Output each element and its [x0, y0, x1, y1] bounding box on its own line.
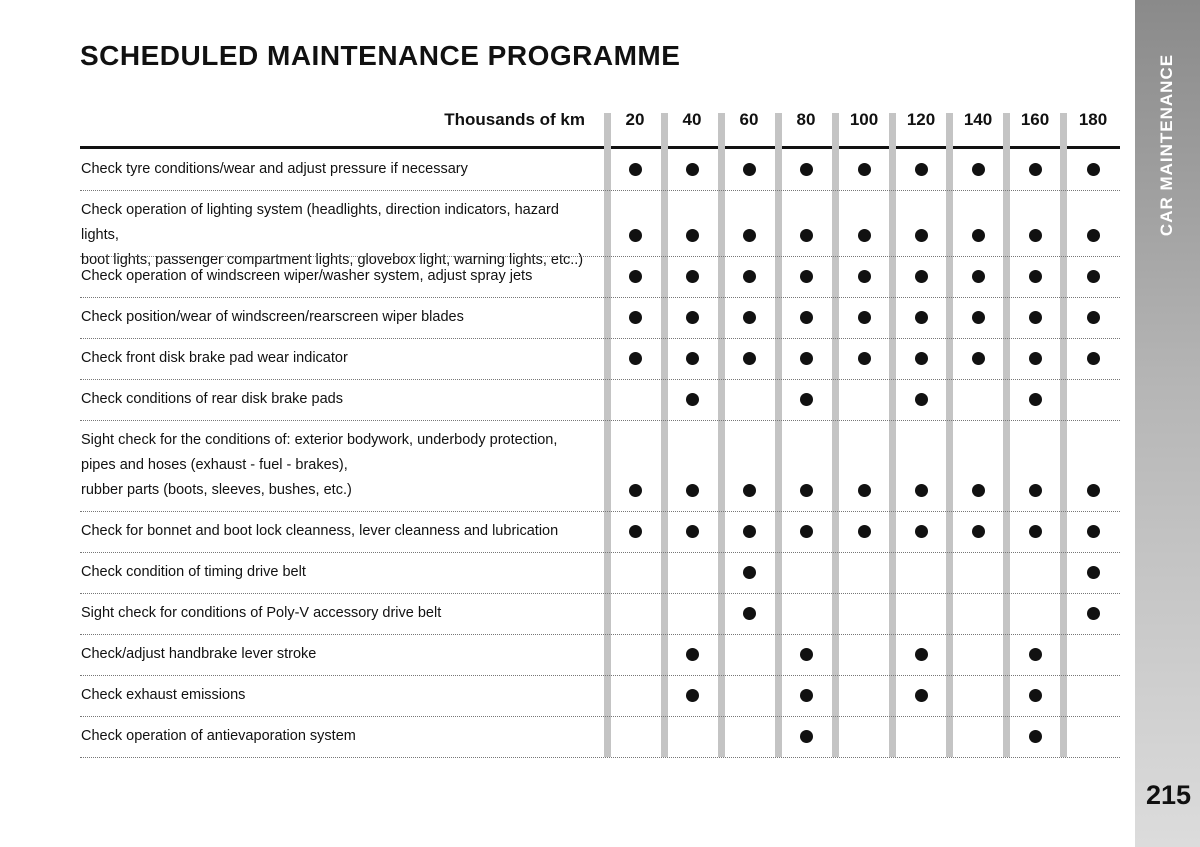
table-row-description — [81, 601, 596, 626]
row-text-line: rubber parts (boots, sleeves, bushes, etc.) — [81, 482, 352, 498]
table-row-description — [81, 428, 596, 503]
column-divider — [718, 113, 725, 757]
maintenance-mark-dot — [915, 163, 928, 176]
maintenance-mark-dot — [1029, 229, 1042, 242]
maintenance-mark-dot — [915, 689, 928, 702]
maintenance-mark-dot — [1029, 270, 1042, 283]
maintenance-mark-dot — [1029, 311, 1042, 324]
maintenance-mark-dot — [972, 311, 985, 324]
maintenance-mark-dot — [686, 352, 699, 365]
maintenance-mark-dot — [686, 163, 699, 176]
maintenance-mark-dot — [1029, 689, 1042, 702]
maintenance-mark-dot — [858, 311, 871, 324]
column-divider — [832, 113, 839, 757]
row-separator — [80, 256, 1120, 257]
column-header-km: 60 — [739, 110, 759, 129]
maintenance-mark-dot — [629, 352, 642, 365]
row-text-line: Check exhaust emissions — [81, 687, 246, 703]
maintenance-mark-dot — [800, 352, 813, 365]
maintenance-mark-dot — [972, 270, 985, 283]
maintenance-mark-dot — [972, 163, 985, 176]
row-text-line: Check operation of lighting system (headlights, direction indicators, hazard lights, — [81, 202, 559, 243]
row-text-line: boot lights, passenger compartment lights, glovebox light, warning lights, etc..) — [81, 252, 584, 268]
maintenance-mark-dot — [743, 607, 756, 620]
row-separator — [80, 420, 1120, 421]
maintenance-mark-dot — [915, 311, 928, 324]
maintenance-mark-dot — [686, 525, 699, 538]
maintenance-mark-dot — [858, 270, 871, 283]
table-row-description — [81, 198, 596, 273]
column-header-km: 180 — [1078, 110, 1108, 129]
maintenance-mark-dot — [1029, 648, 1042, 661]
maintenance-mark-dot — [800, 163, 813, 176]
maintenance-mark-dot — [629, 525, 642, 538]
table-row-description — [81, 264, 596, 289]
maintenance-mark-dot — [1087, 311, 1100, 324]
maintenance-mark-dot — [743, 311, 756, 324]
column-header-label: Thousands of km — [444, 110, 585, 129]
row-text-line: Check/adjust handbrake lever stroke — [81, 646, 317, 662]
row-separator — [80, 757, 1120, 758]
column-header-km: 40 — [682, 110, 702, 129]
row-separator — [80, 552, 1120, 553]
maintenance-mark-dot — [743, 484, 756, 497]
table-row-description — [81, 387, 596, 412]
row-text-line: Check operation of antievaporation system — [81, 728, 356, 744]
maintenance-mark-dot — [800, 270, 813, 283]
maintenance-mark-dot — [743, 270, 756, 283]
header-rule — [80, 146, 1120, 149]
column-divider — [604, 113, 611, 757]
row-text-line: pipes and hoses (exhaust - fuel - brakes), — [81, 457, 348, 473]
column-divider — [889, 113, 896, 757]
maintenance-mark-dot — [800, 525, 813, 538]
page-title: SCHEDULED MAINTENANCE PROGRAMME — [80, 40, 681, 71]
column-divider — [1060, 113, 1067, 757]
row-separator — [80, 379, 1120, 380]
maintenance-mark-dot — [915, 352, 928, 365]
column-header-km: 160 — [1020, 110, 1050, 129]
column-divider — [661, 113, 668, 757]
column-header-km: 80 — [796, 110, 816, 129]
row-separator — [80, 190, 1120, 191]
maintenance-mark-dot — [1029, 730, 1042, 743]
maintenance-mark-dot — [686, 689, 699, 702]
column-header-km: 100 — [849, 110, 879, 129]
maintenance-mark-dot — [915, 393, 928, 406]
maintenance-mark-dot — [686, 648, 699, 661]
maintenance-mark-dot — [858, 352, 871, 365]
maintenance-mark-dot — [1029, 525, 1042, 538]
maintenance-mark-dot — [1087, 607, 1100, 620]
maintenance-mark-dot — [858, 525, 871, 538]
maintenance-mark-dot — [972, 352, 985, 365]
row-text-line: Sight check for the conditions of: exterior bodywork, underbody protection, — [81, 432, 558, 448]
table-row-description — [81, 305, 596, 330]
maintenance-mark-dot — [800, 393, 813, 406]
maintenance-mark-dot — [629, 229, 642, 242]
page-number: 215 — [1145, 780, 1192, 810]
maintenance-mark-dot — [1087, 525, 1100, 538]
row-text-line: Check condition of timing drive belt — [81, 564, 306, 580]
row-separator — [80, 297, 1120, 298]
row-separator — [80, 634, 1120, 635]
column-divider — [946, 113, 953, 757]
maintenance-mark-dot — [629, 270, 642, 283]
maintenance-mark-dot — [915, 648, 928, 661]
maintenance-mark-dot — [743, 163, 756, 176]
row-text-line: Sight check for conditions of Poly-V accessory drive belt — [81, 605, 442, 621]
maintenance-mark-dot — [629, 163, 642, 176]
maintenance-mark-dot — [800, 689, 813, 702]
maintenance-mark-dot — [1087, 270, 1100, 283]
maintenance-mark-dot — [800, 229, 813, 242]
maintenance-mark-dot — [629, 311, 642, 324]
table-row-description — [81, 157, 596, 182]
maintenance-mark-dot — [1029, 484, 1042, 497]
table-row-description — [81, 346, 596, 371]
maintenance-mark-dot — [800, 311, 813, 324]
maintenance-mark-dot — [743, 525, 756, 538]
column-header-km: 20 — [625, 110, 645, 129]
maintenance-mark-dot — [1087, 484, 1100, 497]
maintenance-mark-dot — [972, 525, 985, 538]
row-text-line: Check conditions of rear disk brake pads — [81, 391, 343, 407]
maintenance-mark-dot — [743, 352, 756, 365]
row-text-line: Check for bonnet and boot lock cleanness, lever cleanness and lubrication — [81, 523, 559, 539]
row-text-line: Check position/wear of windscreen/rearscreen wiper blades — [81, 309, 464, 325]
table-row-description — [81, 560, 596, 585]
column-divider — [775, 113, 782, 757]
maintenance-mark-dot — [858, 229, 871, 242]
row-separator — [80, 716, 1120, 717]
maintenance-mark-dot — [629, 484, 642, 497]
maintenance-mark-dot — [800, 730, 813, 743]
row-separator — [80, 593, 1120, 594]
maintenance-mark-dot — [686, 229, 699, 242]
table-row-description — [81, 683, 596, 708]
maintenance-mark-dot — [800, 484, 813, 497]
maintenance-mark-dot — [800, 648, 813, 661]
maintenance-mark-dot — [915, 525, 928, 538]
column-header-km: 140 — [963, 110, 993, 129]
maintenance-mark-dot — [858, 163, 871, 176]
maintenance-mark-dot — [915, 484, 928, 497]
maintenance-mark-dot — [915, 229, 928, 242]
maintenance-mark-dot — [1087, 163, 1100, 176]
maintenance-mark-dot — [686, 311, 699, 324]
row-text-line: Check front disk brake pad wear indicator — [81, 350, 348, 366]
maintenance-mark-dot — [686, 484, 699, 497]
maintenance-mark-dot — [1087, 566, 1100, 579]
maintenance-mark-dot — [1029, 393, 1042, 406]
row-separator — [80, 511, 1120, 512]
maintenance-mark-dot — [1029, 352, 1042, 365]
maintenance-mark-dot — [972, 484, 985, 497]
row-text-line: Check tyre conditions/wear and adjust pressure if necessary — [81, 161, 468, 177]
maintenance-mark-dot — [915, 270, 928, 283]
row-separator — [80, 675, 1120, 676]
maintenance-mark-dot — [972, 229, 985, 242]
maintenance-mark-dot — [743, 229, 756, 242]
row-text-line: Check operation of windscreen wiper/washer system, adjust spray jets — [81, 268, 533, 284]
maintenance-mark-dot — [743, 566, 756, 579]
section-tab-label: CAR MAINTENANCE — [1157, 53, 1176, 237]
row-separator — [80, 338, 1120, 339]
maintenance-mark-dot — [1029, 163, 1042, 176]
maintenance-mark-dot — [1087, 352, 1100, 365]
table-row-description — [81, 519, 596, 544]
table-row-description — [81, 724, 596, 749]
maintenance-mark-dot — [858, 484, 871, 497]
maintenance-mark-dot — [686, 393, 699, 406]
column-header-km: 120 — [906, 110, 936, 129]
maintenance-mark-dot — [1087, 229, 1100, 242]
maintenance-mark-dot — [686, 270, 699, 283]
column-divider — [1003, 113, 1010, 757]
table-row-description — [81, 642, 596, 667]
